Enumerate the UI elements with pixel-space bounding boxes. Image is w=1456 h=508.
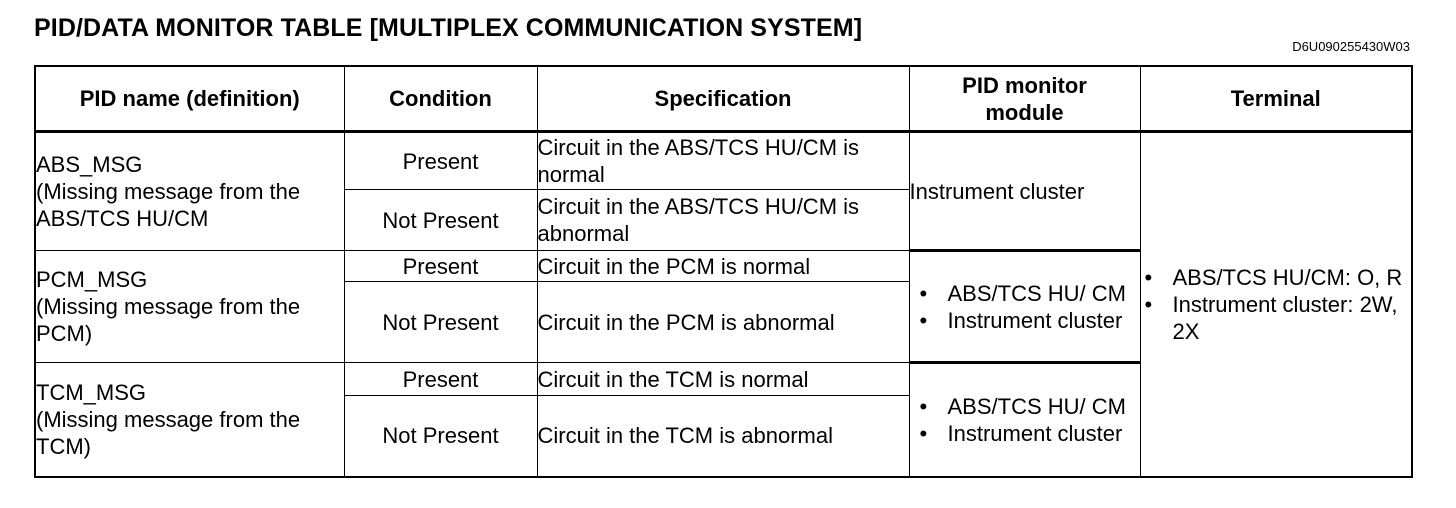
condition-cell: Not Present [344,396,537,477]
list-item: • ABS/TCS HU/ CM [910,393,1140,420]
list-item: • Instrument cluster [910,307,1140,334]
header-pid-monitor-module: PID monitor module [909,66,1140,132]
list-item: • ABS/TCS HU/ CM [910,280,1140,307]
header-terminal: Terminal [1140,66,1412,132]
pid-definition: (Missing message from the ABS/TCS HU/CM [36,179,301,231]
table-header-row [35,66,1412,132]
header-specification: Specification [537,66,909,132]
terminal-cell [1140,132,1412,477]
specification-cell: Circuit in the TCM is normal [537,363,909,396]
specification-cell: Circuit in the PCM is abnormal [537,282,909,363]
terminal-list [1141,264,1412,345]
pid-name-cell [35,132,344,251]
list-item: • Instrument cluster: 2W, 2X [1141,291,1412,345]
page-title: PID/DATA MONITOR TABLE [MULTIPLEX COMMUNICATION SYSTEM] [34,14,863,42]
module-list [910,393,1140,447]
list-item: • ABS/TCS HU/CM: O, R [1141,264,1412,291]
specification-cell: Circuit in the TCM is abnormal [537,396,909,477]
pid-name: TCM_MSG [36,379,146,405]
pid-name-cell [35,251,344,363]
condition-cell: Not Present [344,282,537,363]
condition-cell: Present [344,132,537,190]
condition-cell: Not Present [344,190,537,251]
specification-cell: Circuit in the ABS/TCS HU/CM is abnormal [537,190,909,251]
header-pid-name: PID name (definition) [35,66,344,132]
specification-cell: Circuit in the ABS/TCS HU/CM is normal [537,132,909,190]
pid-name-cell [35,363,344,477]
pid-monitor-table [34,65,1413,478]
document-code: D6U090255430W03 [1292,39,1410,54]
condition-cell: Present [344,251,537,282]
module-cell [909,363,1140,477]
pid-name: PCM_MSG [36,267,148,292]
list-item: • Instrument cluster [910,420,1140,447]
table-row [35,132,1412,190]
condition-cell: Present [344,363,537,396]
module-list [910,280,1140,334]
pid-name: ABS_MSG [36,152,143,177]
module-cell: Instrument cluster [909,132,1140,251]
specification-cell: Circuit in the PCM is normal [537,251,909,282]
pid-definition: (Missing message from the PCM) [36,294,301,346]
header-condition: Condition [344,66,537,132]
module-cell [909,251,1140,363]
pid-definition: (Missing message from the TCM) [36,406,301,459]
